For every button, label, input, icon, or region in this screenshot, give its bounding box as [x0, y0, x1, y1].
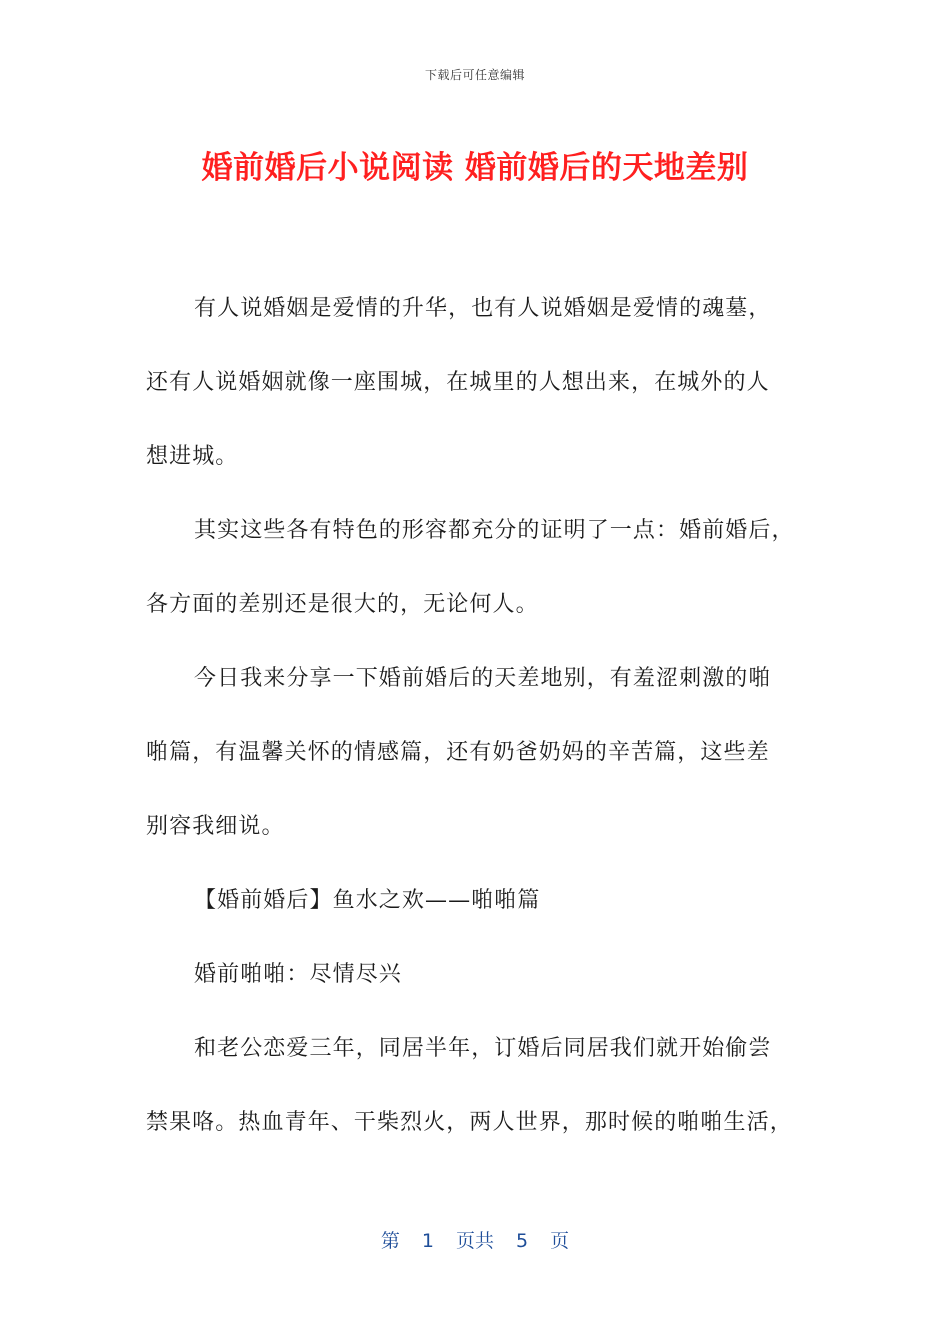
- document-body: [146, 272, 806, 1160]
- paragraph-1: [146, 272, 806, 494]
- current-page-number: 1: [421, 1230, 434, 1252]
- paragraph-line: 啪篇，有温馨关怀的情感篇，还有奶爸奶妈的辛苦篇，这些差: [146, 740, 770, 765]
- page-footer: [0, 1226, 950, 1253]
- paragraph-line: 别容我细说。: [146, 814, 285, 839]
- page-label-prefix: 第: [380, 1230, 400, 1252]
- page-label-mid: 页共: [455, 1230, 494, 1252]
- subsection-heading: [146, 938, 806, 1012]
- paragraph-line: 其实这些各有特色的形容都充分的证明了一点：婚前婚后，: [194, 518, 795, 543]
- paragraph-line: 和老公恋爱三年，同居半年，订婚后同居我们就开始偷尝: [194, 1036, 772, 1061]
- page-label-suffix: 页: [550, 1230, 570, 1252]
- paragraph-line: 【婚前婚后】鱼水之欢——啪啪篇: [194, 888, 541, 913]
- paragraph-line: 婚前啪啪：尽情尽兴: [194, 962, 402, 987]
- paragraph-line: 禁果咯。热血青年、干柴烈火，两人世界，那时候的啪啪生活，: [146, 1110, 793, 1135]
- paragraph-line: 有人说婚姻是爱情的升华，也有人说婚姻是爱情的魂墓，: [194, 296, 772, 321]
- section-heading: [146, 864, 806, 938]
- paragraph-line: 各方面的差别还是很大的，无论何人。: [146, 592, 539, 617]
- paragraph-line: 今日我来分享一下婚前婚后的天差地别，有羞涩刺激的啪: [194, 666, 772, 691]
- document-title: 婚前婚后小说阅读 婚前婚后的天地差别: [201, 150, 749, 186]
- paragraph-3: [146, 642, 806, 864]
- total-pages-number: 5: [516, 1230, 529, 1252]
- paragraph-4: [146, 1012, 806, 1160]
- header-note: 下载后可任意编辑: [424, 68, 525, 82]
- paragraph-2: [146, 494, 806, 642]
- paragraph-line: 还有人说婚姻就像一座围城，在城里的人想出来，在城外的人: [146, 370, 770, 395]
- paragraph-line: 想进城。: [146, 444, 239, 469]
